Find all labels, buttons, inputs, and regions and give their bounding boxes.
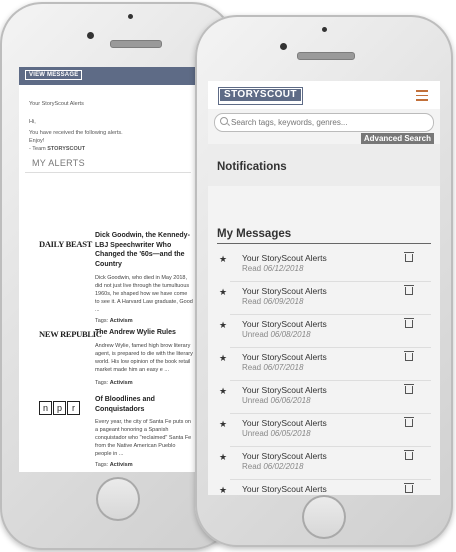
message-sender: Your StoryScout Alerts: [242, 418, 327, 428]
email-enjoy: Enjoy!: [29, 138, 45, 144]
read-state: Unread: [242, 429, 269, 438]
search-input[interactable]: [231, 115, 426, 129]
publication-logo: NEW REPUBLIC: [39, 329, 102, 339]
app-header: [208, 81, 440, 109]
read-state: Read: [242, 264, 262, 273]
storyscout-logo[interactable]: [218, 87, 303, 105]
npr-logo-letter: r: [67, 401, 80, 415]
publication-logo: [39, 401, 81, 415]
advanced-search-link[interactable]: Advanced Search: [361, 133, 434, 144]
message-status: [242, 297, 303, 306]
message-row[interactable]: [208, 348, 440, 381]
message-row[interactable]: [208, 381, 440, 414]
read-state: Read: [242, 297, 262, 306]
message-status: [242, 429, 311, 438]
message-sender: Your StoryScout Alerts: [242, 352, 327, 362]
home-button[interactable]: [96, 477, 140, 521]
earpiece-speaker: [110, 40, 162, 48]
message-sender: Your StoryScout Alerts: [242, 385, 327, 395]
article-tags: [95, 462, 133, 468]
view-message-button[interactable]: VIEW MESSAGE: [25, 70, 82, 80]
message-sender: Your StoryScout Alerts: [242, 484, 327, 494]
trash-icon[interactable]: [405, 419, 413, 427]
logo-text: STORYSCOUT: [220, 89, 301, 101]
star-icon[interactable]: ★: [219, 287, 228, 297]
email-greeting: Hi,: [29, 119, 36, 125]
article-tags: [95, 380, 133, 386]
message-row[interactable]: [208, 315, 440, 348]
sensor: [128, 14, 133, 19]
left-screen: [19, 67, 197, 472]
article-title[interactable]: Of Bloodlines and Conquistadors: [95, 396, 155, 413]
article-title[interactable]: The Andrew Wylie Rules: [95, 329, 176, 336]
message-row[interactable]: [208, 282, 440, 315]
search-icon: [220, 117, 228, 125]
divider: [25, 172, 191, 173]
my-messages-heading: My Messages: [217, 228, 292, 240]
article-tags: [95, 318, 133, 324]
read-state: Unread: [242, 330, 269, 339]
message-date: 06/07/2018: [263, 363, 304, 372]
star-icon[interactable]: ★: [219, 419, 228, 429]
email-from: Your StoryScout Alerts: [29, 101, 84, 107]
right-screen: [208, 81, 440, 495]
message-sender: Your StoryScout Alerts: [242, 451, 327, 461]
npr-logo-letter: n: [39, 401, 52, 415]
star-icon[interactable]: ★: [219, 386, 228, 396]
trash-icon[interactable]: [405, 254, 413, 262]
message-status: [242, 396, 311, 405]
message-row[interactable]: [208, 480, 440, 495]
sensor: [322, 27, 327, 32]
tag[interactable]: Activism: [109, 318, 133, 324]
signoff-brand: STORYSCOUT: [47, 146, 86, 152]
email-header: [19, 67, 197, 85]
search-bar[interactable]: [214, 113, 434, 132]
message-row[interactable]: [208, 414, 440, 447]
article-title[interactable]: Dick Goodwin, the Kennedy-LBJ Speechwriter Who Changed the '60s—and the Country: [95, 232, 190, 268]
home-button[interactable]: [302, 495, 346, 539]
message-sender: Your StoryScout Alerts: [242, 319, 327, 329]
article-summary: Dick Goodwin, who died in May 2018, did not just live through the tumultuous 1960s, he shaped how we have come to see it. A Harvard Law graduate, Good ...: [95, 275, 193, 313]
trash-icon[interactable]: [405, 353, 413, 361]
earpiece-speaker: [297, 52, 355, 60]
tag[interactable]: Activism: [109, 380, 133, 386]
my-alerts-heading: MY ALERTS: [32, 158, 85, 168]
star-icon[interactable]: ★: [219, 485, 228, 495]
publication-logo: DAILY BEAST: [39, 239, 92, 249]
star-icon[interactable]: ★: [219, 452, 228, 462]
message-row[interactable]: [208, 249, 440, 282]
message-date: 06/08/2018: [270, 330, 311, 339]
article-summary: Andrew Wylie, famed high brow literary agent, is prepared to die with the literary world. His low opinion of the book retail market made him an easy e ...: [95, 343, 193, 373]
tags-label: Tags:: [95, 380, 109, 386]
message-status: [242, 264, 303, 273]
message-date: 06/12/2018: [263, 264, 304, 273]
star-icon[interactable]: ★: [219, 353, 228, 363]
message-sender: Your StoryScout Alerts: [242, 286, 327, 296]
message-status: [242, 330, 311, 339]
npr-logo-letter: p: [53, 401, 66, 415]
message-date: 06/09/2018: [263, 297, 304, 306]
trash-icon[interactable]: [405, 287, 413, 295]
message-date: 06/02/2018: [263, 462, 304, 471]
message-date: 06/05/2018: [270, 429, 311, 438]
divider: [217, 243, 431, 244]
front-camera: [87, 32, 94, 39]
trash-icon[interactable]: [405, 386, 413, 394]
email-intro: You have received the following alerts.: [29, 130, 123, 136]
trash-icon[interactable]: [405, 320, 413, 328]
email-signoff: [29, 146, 197, 152]
article-summary: Every year, the city of Santa Fe puts on a pageant honoring a Spanish conquistador who "reclaimed" Santa Fe from the Native American Pueblo people in ...: [95, 419, 192, 457]
tags-label: Tags:: [95, 318, 109, 324]
message-sender: Your StoryScout Alerts: [242, 253, 327, 263]
message-status: [242, 462, 303, 471]
tags-label: Tags:: [95, 462, 109, 468]
front-camera: [280, 43, 287, 50]
read-state: Read: [242, 462, 262, 471]
read-state: Unread: [242, 396, 269, 405]
menu-icon[interactable]: [416, 90, 428, 104]
message-row[interactable]: [208, 447, 440, 480]
right-phone: [195, 15, 453, 547]
signoff-prefix: - Team: [29, 146, 48, 152]
message-date: 06/06/2018: [270, 396, 311, 405]
star-icon[interactable]: ★: [219, 320, 228, 330]
tag[interactable]: Activism: [109, 462, 133, 468]
message-status: [242, 363, 303, 372]
trash-icon[interactable]: [405, 452, 413, 460]
notifications-heading: Notifications: [217, 161, 287, 173]
trash-icon[interactable]: [405, 485, 413, 493]
star-icon[interactable]: ★: [219, 254, 228, 264]
read-state: Read: [242, 363, 262, 372]
